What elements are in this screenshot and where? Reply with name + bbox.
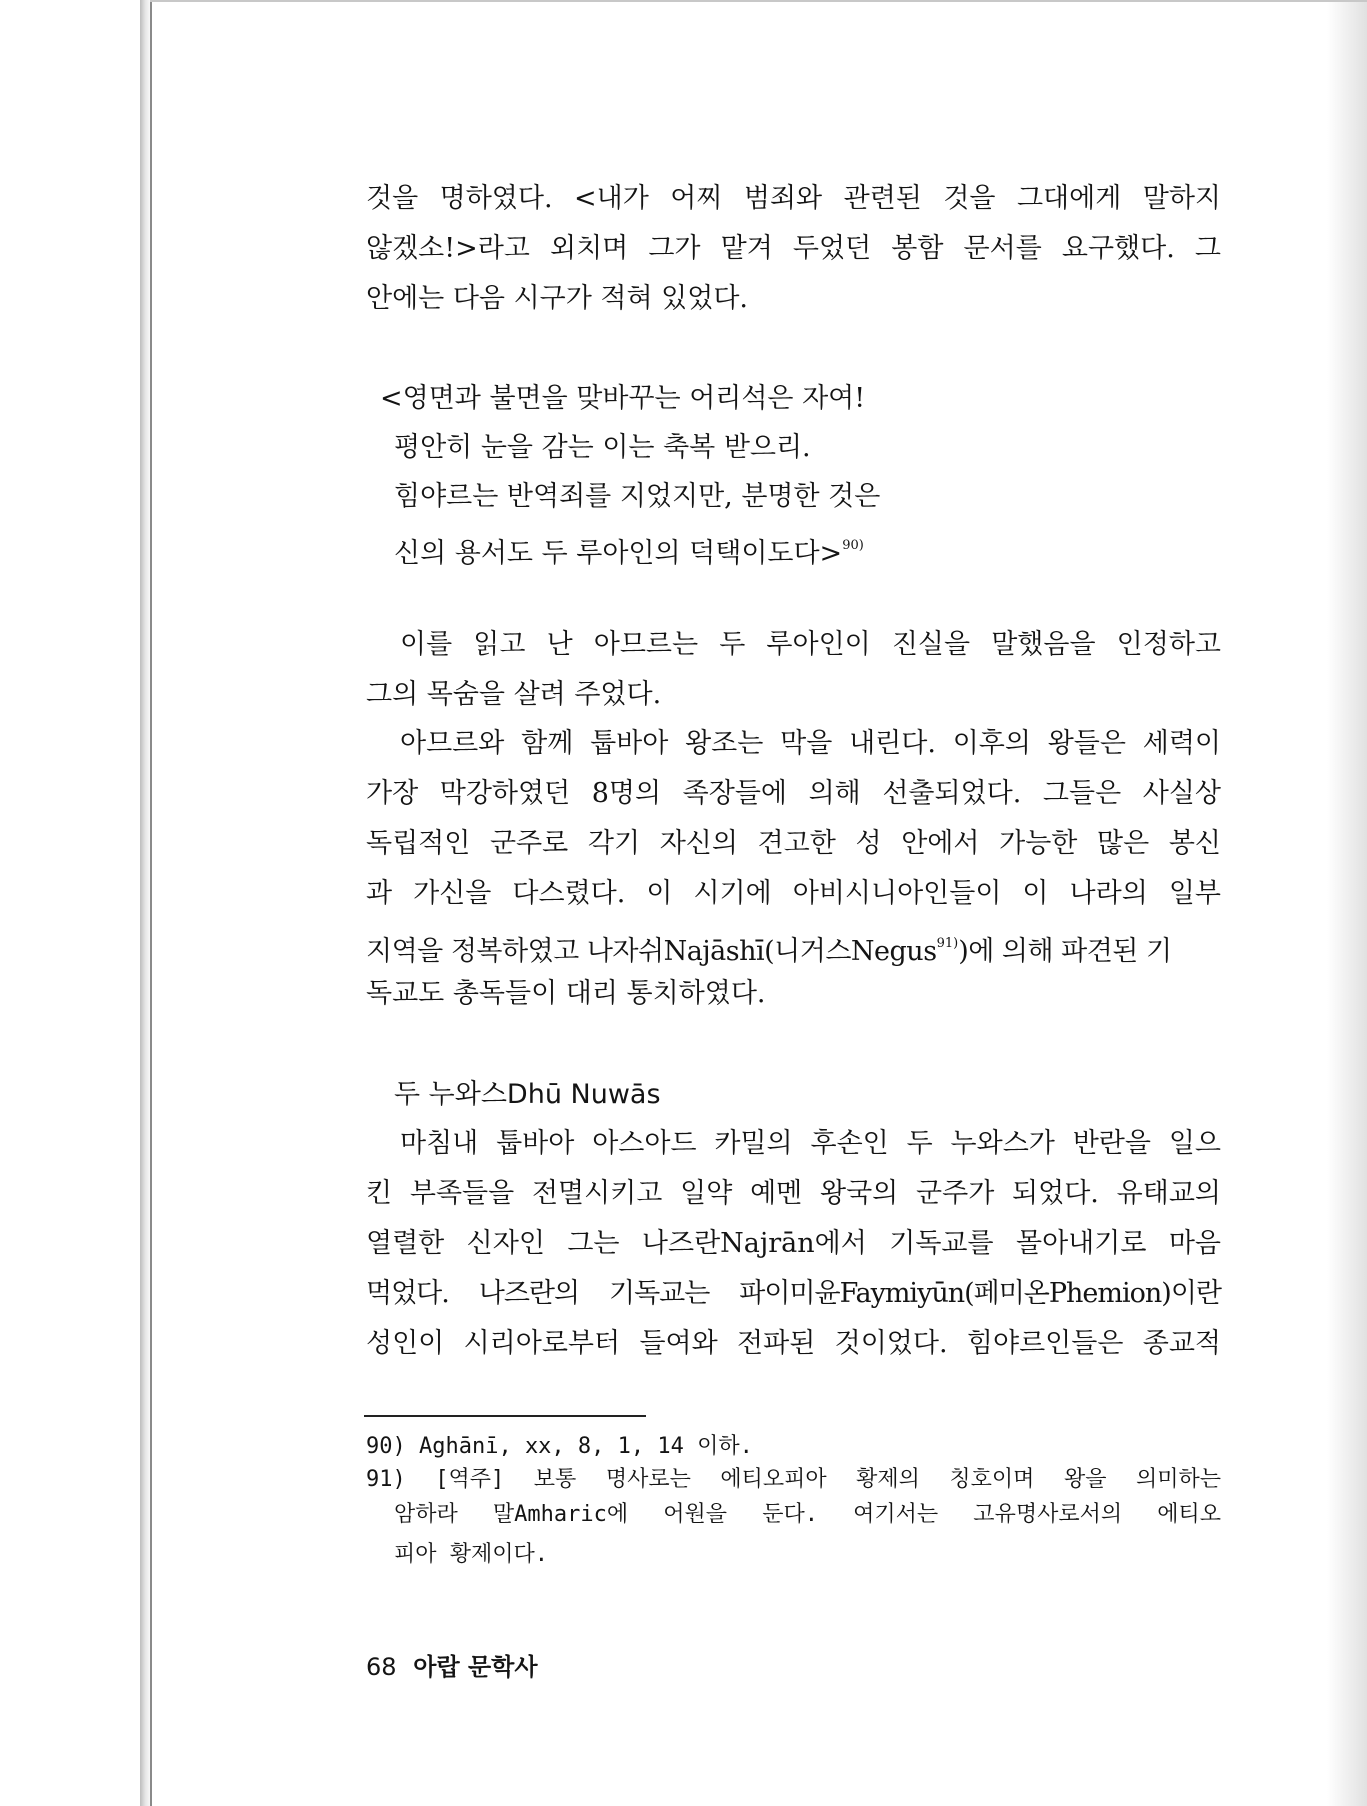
body-line: 과 가신을 다스렸다. 이 시기에 아비시니아인들이 이 나라의 일부 (366, 878, 1221, 909)
body-line: 독교도 총독들이 대리 통치하였다. (366, 978, 766, 1009)
footnote-90: 90) Aghānī, xx, 8, 1, 14 이하. (366, 1434, 753, 1459)
body-line: 않겠소!>라고 외치며 그가 맡겨 두었던 봉함 문서를 요구했다. 그 (366, 233, 1221, 264)
body-line: 그의 목숨을 살려 주었다. (366, 679, 662, 710)
footnote-divider (364, 1415, 646, 1417)
body-line: 성인이 시리아로부터 들여와 전파된 것이었다. 힘야르인들은 종교적 (366, 1328, 1221, 1359)
footnote-91-line: 피아 황제이다. (394, 1542, 549, 1567)
page-right-shadow (1327, 0, 1367, 1806)
verse-line: 힘야르는 반역죄를 지었지만, 분명한 것은 (394, 481, 881, 512)
running-title: 아랍 문학사 (413, 1653, 538, 1681)
body-line: 열렬한 신자인 그는 나즈란Najrān에서 기독교를 몰아내기로 마음 (366, 1228, 1221, 1259)
page-top-border (150, 0, 1367, 2)
body-line: 아므르와 함께 툽바아 왕조는 막을 내린다. 이후의 왕들은 세력이 (400, 728, 1221, 759)
page-binding-line (150, 0, 152, 1806)
verse-text: 신의 용서도 두 루아인의 덕택이도다> (394, 538, 843, 569)
body-text: 지역을 정복하였고 나자쉬Najāshī(니거스Negus (366, 936, 937, 967)
page-number: 68 (366, 1653, 397, 1681)
body-line: 마침내 툽바아 아스아드 카밀의 후손인 두 누와스가 반란을 일으 (400, 1128, 1221, 1159)
verse-line: <영면과 불면을 맞바꾸는 어리석은 자여! (380, 383, 866, 414)
footnote-ref-91: 91) (936, 936, 959, 951)
body-line: 이를 읽고 난 아므르는 두 루아인이 진실을 말했음을 인정하고 (400, 629, 1221, 660)
footnote-ref-90: 90) (842, 538, 864, 553)
footnote-91-line: 암하라 말Amharic에 어원을 둔다. 여기서는 고유명사로서의 에티오 (394, 1502, 1221, 1527)
body-line: 것을 명하였다. <내가 어찌 범죄와 관련된 것을 그대에게 말하지 (366, 183, 1221, 214)
verse-line: 평안히 눈을 감는 이는 축복 받으리. (394, 432, 811, 463)
page-footer (366, 1652, 538, 1682)
body-line: 먹었다. 나즈란의 기독교는 파이미윤Faymiyūn(페미온Phemion)이란 (366, 1278, 1221, 1309)
body-text: )에 의해 파견된 기 (958, 936, 1172, 967)
footnote-91-line: 91) [역주] 보통 명사로는 에티오피아 황제의 칭호이며 왕을 의미하는 (366, 1467, 1221, 1492)
body-line: 안에는 다음 시구가 적혀 있었다. (366, 283, 748, 314)
body-line (366, 927, 1172, 969)
body-line: 독립적인 군주로 각기 자신의 견고한 성 안에서 가능한 많은 봉신 (366, 828, 1221, 859)
body-line: 킨 부족들을 전멸시키고 일약 예멘 왕국의 군주가 되었다. 유태교의 (366, 1178, 1221, 1209)
verse-line (394, 529, 864, 571)
section-heading: 두 누와스Dhū Nuwās (394, 1079, 661, 1110)
body-line: 가장 막강하였던 8명의 족장들에 의해 선출되었다. 그들은 사실상 (366, 778, 1221, 809)
